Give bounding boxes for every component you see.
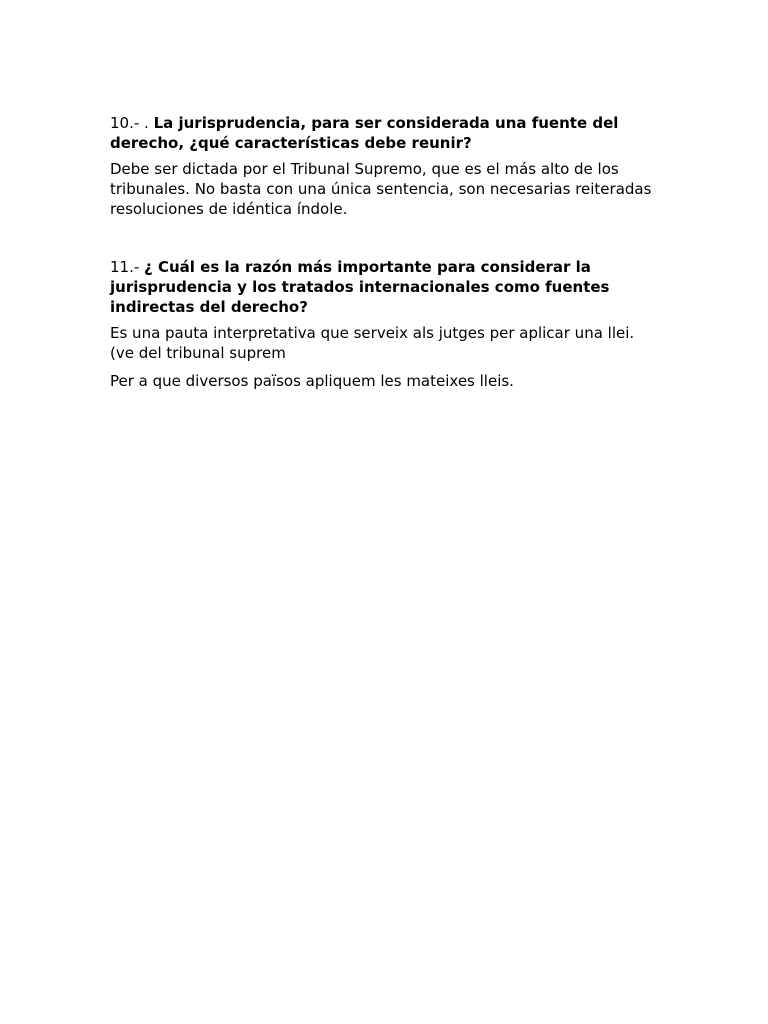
section-spacer — [110, 227, 658, 257]
question-number: 10.- . — [110, 114, 154, 132]
answer-10-1: Debe ser dictada por el Tribunal Supremo, que es el más alto de los tribunales. No basta con una única sentencia, son necesarias reiteradas resoluciones de idéntica índole. — [110, 160, 652, 218]
question-10 — [110, 113, 658, 153]
question-11 — [110, 257, 658, 317]
answer-11-1: Es una pauta interpretativa que serveix als jutges per aplicar una llei. (ve del tribunal suprem — [110, 324, 635, 362]
question-number: 11.- — [110, 258, 145, 276]
question-text: La jurisprudencia, para ser considerada una fuente del derecho, ¿qué características debe reunir? — [110, 114, 619, 152]
question-text: ¿ Cuál es la razón más importante para considerar la jurisprudencia y los tratados internacionales como fuentes indirectas del derecho? — [110, 258, 610, 316]
answer-11-2: Per a que diversos països apliquem les mateixes lleis. — [110, 372, 514, 390]
document-page — [110, 113, 658, 399]
